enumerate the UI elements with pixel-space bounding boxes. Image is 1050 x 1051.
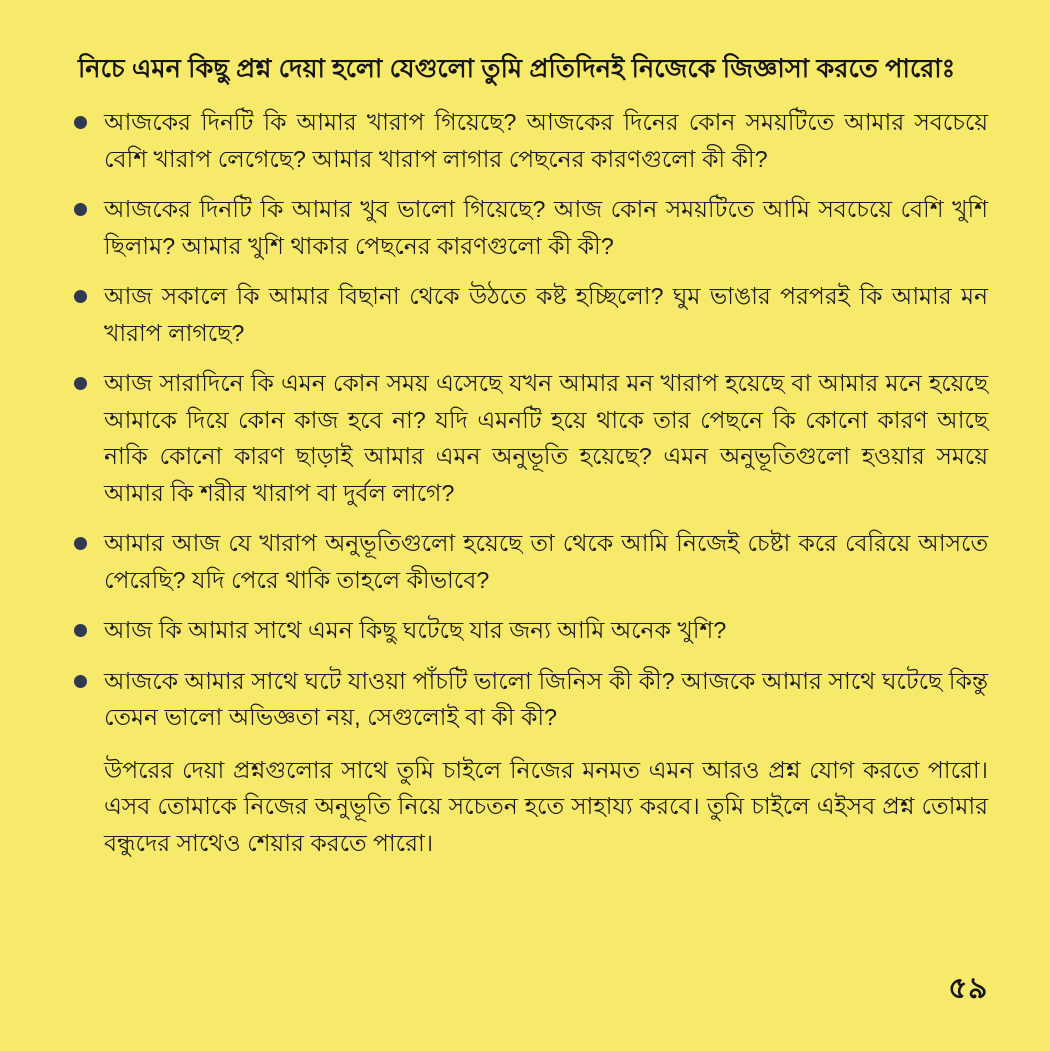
- question-text: আজ সারাদিনে কি এমন কোন সময় এসেছে যখন আমার মন খারাপ হয়েছে বা আমার মনে হয়েছে আমাকে দিয়ে কোন কাজ হবে না? যদি এমনটি হয়ে থাকে তার পেছনে কি কোনো কারণ আছে নাকি কোনো কারণ ছাড়াই আমার এমন অনুভূতি হয়েছে? এমন অনুভূতিগুলো হওয়ার সময়ে আমার কি শরীর খারাপ বা দুর্বল লাগে?: [104, 370, 988, 506]
- list-item: [66, 278, 988, 351]
- question-text: আমার আজ যে খারাপ অনুভূতিগুলো হয়েছে তা থেকে আমি নিজেই চেষ্টা করে বেরিয়ে আসতে পেরেছি? যদি পেরে থাকি তাহলে কীভাবে?: [104, 530, 988, 593]
- list-item: [66, 104, 988, 177]
- bullet-icon: [74, 675, 87, 688]
- list-item: [66, 365, 988, 511]
- bullet-icon: [74, 624, 87, 637]
- list-item: [66, 612, 988, 649]
- question-text: আজকের দিনটি কি আমার খুব ভালো গিয়েছে? আজ কোন সময়টিতে আমি সবচেয়ে বেশি খুশি ছিলাম? আমার খুশি থাকার পেছনের কারণগুলো কী কী?: [104, 196, 988, 259]
- bullet-icon: [74, 290, 87, 303]
- page-number: ৫৯: [948, 972, 988, 1005]
- question-text: আজকের দিনটি কি আমার খারাপ গিয়েছে? আজকের দিনের কোন সময়টিতে আমার সবচেয়ে বেশি খারাপ লেগেছে? আমার খারাপ লাগার পেছনের কারণগুলো কী কী?: [104, 109, 988, 172]
- closing-paragraph: উপরের দেয়া প্রশ্নগুলোর সাথে তুমি চাইলে নিজের মনমত এমন আরও প্রশ্ন যোগ করতে পারো। এসব তোমাকে নিজের অনুভূতি নিয়ে সচেতন হতে সাহায্য করবে। তুমি চাইলে এইসব প্রশ্ন তোমার বন্ধুদের সাথেও শেয়ার করতে পারো।: [104, 756, 988, 856]
- question-list: [66, 104, 988, 736]
- question-text: আজ কি আমার সাথে এমন কিছু ঘটেছে যার জন্য আমি অনেক খুশি?: [104, 617, 727, 644]
- bullet-icon: [74, 537, 87, 550]
- bullet-icon: [74, 116, 87, 129]
- list-item: [66, 663, 988, 736]
- question-text: আজকে আমার সাথে ঘটে যাওয়া পাঁচটি ভালো জিনিস কী কী? আজকে আমার সাথে ঘটেছে কিন্তু তেমন ভালো অভিজ্ঞতা নয়, সেগুলোই বা কী কী?: [104, 667, 988, 731]
- question-text: আজ সকালে কি আমার বিছানা থেকে উঠতে কষ্ট হচ্ছিলো? ঘুম ভাঙার পরপরই কি আমার মন খারাপ লাগছে?: [104, 283, 988, 346]
- page-title: নিচে এমন কিছু প্রশ্ন দেয়া হলো যেগুলো তুমি প্রতিদিনই নিজেকে জিজ্ঞাসা করতে পারোঃ: [78, 55, 956, 83]
- list-item: [66, 525, 988, 598]
- list-item: [66, 191, 988, 264]
- bullet-icon: [74, 377, 87, 390]
- bullet-icon: [74, 203, 87, 216]
